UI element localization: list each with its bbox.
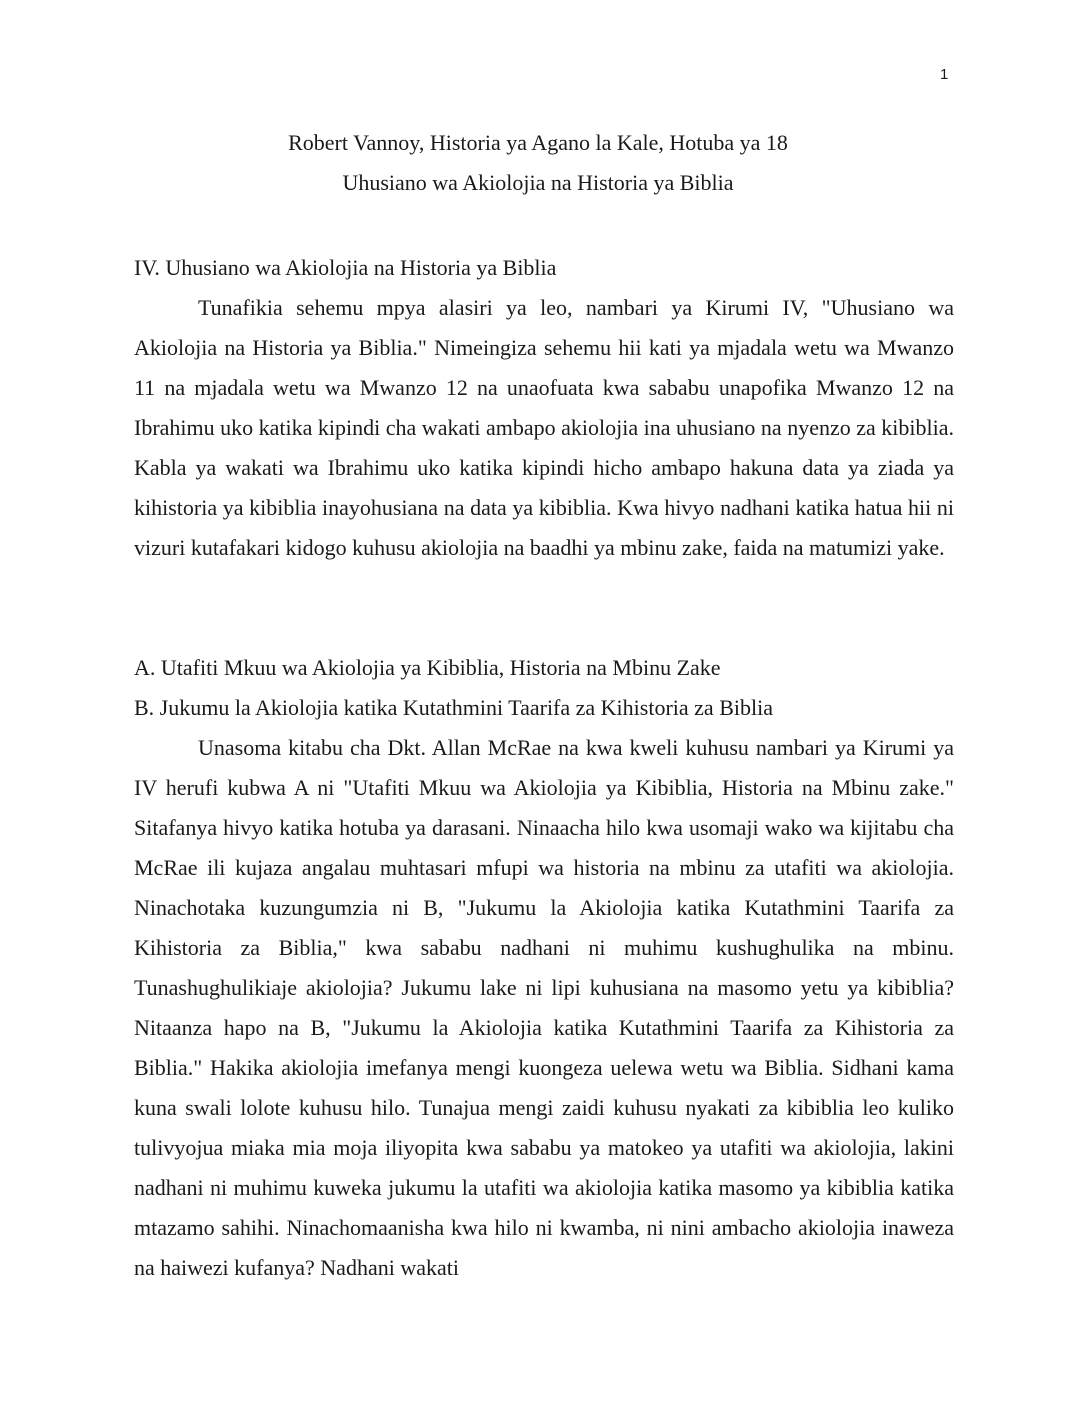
page-number: 1 (940, 66, 949, 83)
document-subtitle: Uhusiano wa Akiolojia na Historia ya Biblia (342, 170, 734, 195)
body-paragraph-2: Unasoma kitabu cha Dkt. Allan McRae na kwa kweli kuhusu nambari ya Kirumi ya IV herufi kubwa A ni "Utafiti Mkuu wa Akiolojia ya Kibiblia, Historia na Mbinu zake." Sitafanya hivyo katika hotuba ya darasani. Ninaacha hilo kwa usomaji wako wa kijitabu cha McRae ili kujaza angalau muhtasari mfupi wa historia na mbinu za utafiti wa akiolojia. Ninachotaka kuzungumzia ni B, "Jukumu la Akiolojia katika Kutathmini Taarifa za Kihistoria za Biblia," kwa sababu nadhani ni muhimu kushughulika na mbinu. Tunashughulikiaje akiolojia? Jukumu lake ni lipi kuhusiana na masomo yetu ya kibiblia? Nitaanza hapo na B, "Jukumu la Akiolojia katika Kutathmini Taarifa za Kihistoria za Biblia." Hakika akiolojia imefanya mengi kuongeza uelewa wetu wa Biblia. Sidhani kama kuna swali lolote kuhusu hilo. Tunajua mengi zaidi kuhusu nyakati za kibiblia leo kuliko tulivyojua miaka mia moja iliyopita kwa sababu ya matokeo ya utafiti wa akiolojia, lakini nadhani ni muhimu kuweka jukumu la utafiti wa akiolojia katika masomo ya kibiblia katika mtazamo sahihi. Ninachomaanisha kwa hilo ni kwamba, ni nini ambacho akiolojia inaweza na haiwezi kufanya? Nadhani wakati (134, 735, 954, 1280)
body-paragraph-1: Tunafikia sehemu mpya alasiri ya leo, nambari ya Kirumi IV, "Uhusiano wa Akiolojia na Historia ya Biblia." Nimeingiza sehemu hii kati ya mjadala wetu wa Mwanzo 11 na mjadala wetu wa Mwanzo 12 na unaofuata kwa sababu unapofika Mwanzo 12 na Ibrahimu uko katika kipindi cha wakati ambapo akiolojia ina uhusiano na nyenzo za kibiblia. Kabla ya wakati wa Ibrahimu uko katika kipindi hicho ambapo hakuna data ya ziada ya kihistoria ya kibiblia inayohusiana na data ya kibiblia. Kwa hivyo nadhani katika hatua hii ni vizuri kutafakari kidogo kuhusu akiolojia na baadhi ya mbinu zake, faida na matumizi yake. (134, 295, 954, 560)
outline-item-b: B. Jukumu la Akiolojia katika Kutathmini Taarifa za Kihistoria za Biblia (134, 695, 773, 720)
outline-item-a: A. Utafiti Mkuu wa Akiolojia ya Kibiblia, Historia na Mbinu Zake (134, 655, 721, 680)
section-heading: IV. Uhusiano wa Akiolojia na Historia ya Biblia (134, 255, 557, 280)
document-title: Robert Vannoy, Historia ya Agano la Kale, Hotuba ya 18 (288, 130, 788, 155)
